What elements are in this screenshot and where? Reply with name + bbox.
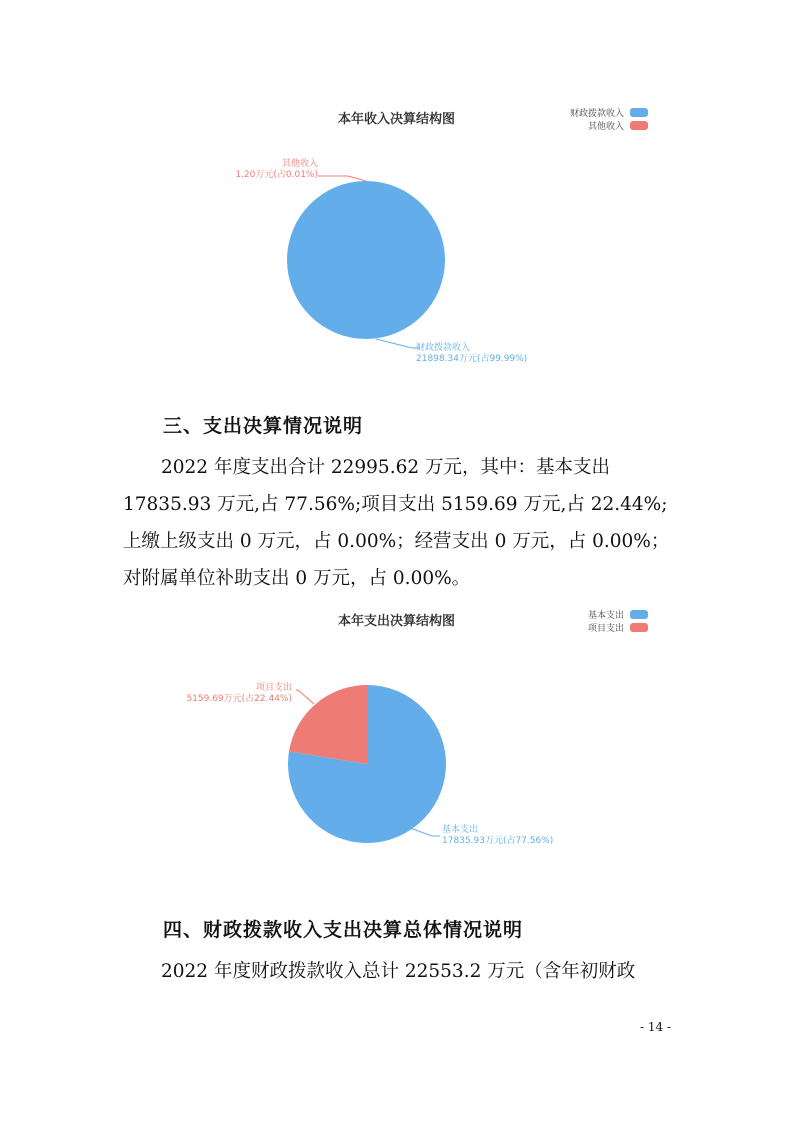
pie-slice-1 bbox=[289, 685, 367, 764]
page-number: - 14 - bbox=[640, 1020, 672, 1034]
expense-chart-title: 本年支出决算结构图 bbox=[337, 614, 455, 629]
section3-paragraph bbox=[123, 449, 683, 597]
leader-line-0 bbox=[376, 339, 420, 348]
paragraph-line: 对附属单位补助支出 0 万元，占 0.00%。 bbox=[123, 568, 471, 589]
paragraph-line: 2022 年度支出合计 22995.62 万元，其中：基本支出 bbox=[161, 457, 610, 478]
legend-label: 财政拨款收入 bbox=[569, 109, 624, 119]
leader-line-1 bbox=[296, 690, 314, 704]
legend-label: 基本支出 bbox=[587, 611, 624, 621]
paragraph-line: 17835.93 万元,占 77.56%;项目支出 5159.69 万元,占 22.44%; bbox=[123, 494, 668, 515]
slice-label-0: 基本支出 bbox=[442, 825, 479, 835]
paragraph-line: 上缴上级支出 0 万元，占 0.00%；经营支出 0 万元，占 0.00%； bbox=[123, 531, 670, 552]
section3-heading: 三、支出决算情况说明 bbox=[163, 415, 364, 437]
leader-line-1 bbox=[318, 176, 366, 181]
legend-label: 项目支出 bbox=[587, 624, 624, 634]
section4-paragraph bbox=[123, 953, 683, 990]
income-chart-title: 本年收入决算结构图 bbox=[337, 112, 455, 127]
slice-label-0: 财政拨款收入 bbox=[416, 343, 471, 353]
slice-value-label-1: 1.20万元(占0.01%) bbox=[235, 170, 318, 180]
slice-value-label-0: 17835.93万元(占77.56%) bbox=[442, 836, 554, 846]
section4-heading: 四、财政拨款收入支出决算总体情况说明 bbox=[163, 919, 524, 941]
paragraph-line: 2022 年度财政拨款收入总计 22553.2 万元（含年初财政 bbox=[161, 961, 636, 982]
slice-label-1: 其他收入 bbox=[281, 159, 318, 169]
income-pie bbox=[0, 0, 793, 400]
slice-label-1: 项目支出 bbox=[255, 683, 292, 693]
leader-line-0 bbox=[410, 828, 440, 836]
expense-pie bbox=[0, 600, 793, 900]
slice-value-label-0: 21898.34万元(占99.99%) bbox=[416, 354, 528, 364]
slice-value-label-1: 5159.69万元(占22.44%) bbox=[186, 694, 292, 704]
legend-label: 其他收入 bbox=[587, 122, 624, 132]
